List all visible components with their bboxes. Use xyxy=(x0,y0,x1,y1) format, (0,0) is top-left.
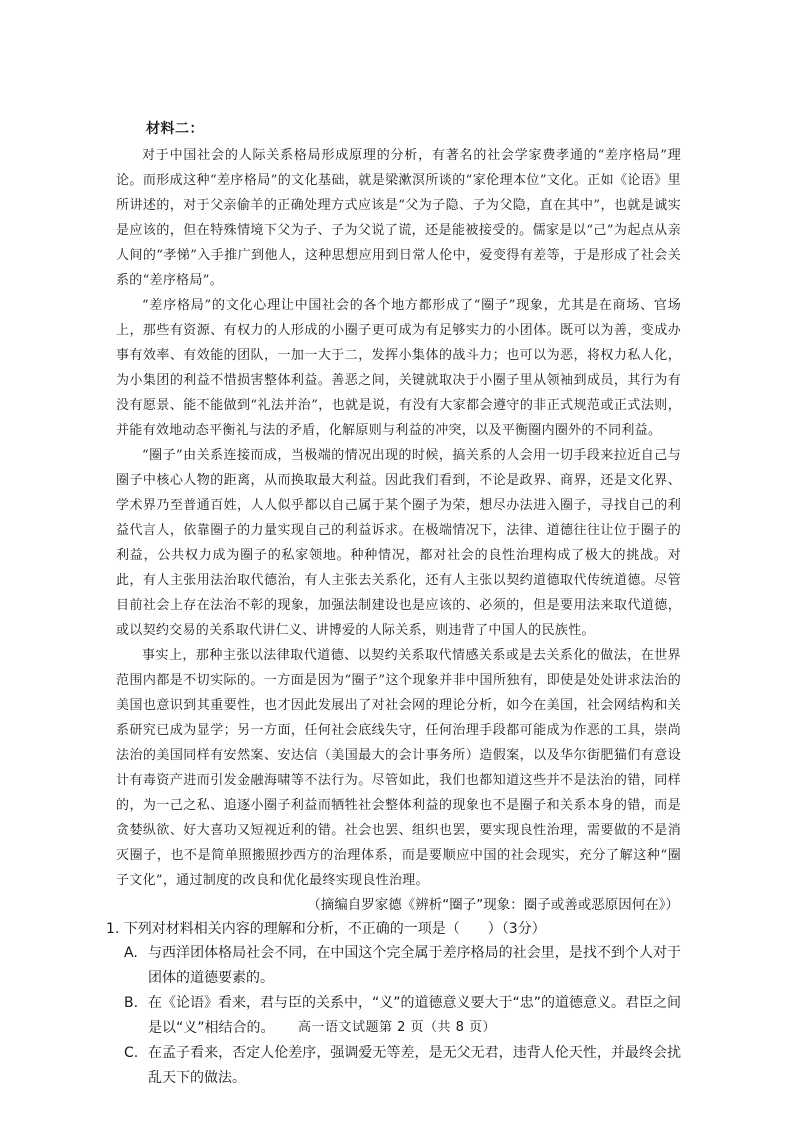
paragraph-4: 事实上，那种主张以法律取代道德、以契约关系取代情感关系或是去关系化的做法，在世界范围内都是不切实际的。一方面是因为“圈子”这个现象并非中国所独有，即使是处处讲求法治的美国也意识到其重要性，也才因此发展出了对社会网的理论分析，如今在美国，社会网结构和关系研究已成为显学；另一方面，任何社会底线失守，任何治理手段都可能成为作恶的工具，崇尚法治的美国同样有安然案、安达信（美国最大的会计事务所）造假案，以及华尔街肥猫们有意设计有毒资产进而引发金融海啸等不法行为。尽管如此，我们也都知道这些并不是法治的错，同样的，为一己之私、追逐小圈子利益而牺牲社会整体利益的现象也不是圈子和关系本身的错，而是贪婪纵欲、好大喜功又短视近利的错。社会也罢、组织也罢，要实现良性治理，需要做的不是消灭圈子，也不是简单照搬照抄西方的治理体系，而是要顺应中国的社会现实，充分了解这种“圈子文化”，通过制度的改良和优化最终实现良性治理。 xyxy=(116,648,681,888)
option-letter: B. xyxy=(124,995,139,1011)
question-stem: 下列对材料相关内容的理解和分析，不正确的一项是（ ）（3分） xyxy=(123,921,546,937)
option-letter: C. xyxy=(124,1045,139,1061)
paragraph-1: 对于中国社会的人际关系格局形成原理的分析，有著名的社会学家费孝通的“差序格局”理论。而形成这种“差序格局”的文化基础，就是梁漱溟所谈的“家伦理本位”文化。正如《论语》里所讲述的，对于父亲偷羊的正确处理方式应该是“父为子隐、子为父隐，直在其中”，也就是诚实是应该的，但在特殊情境下父为子、子为父说了谎，还是能被接受的。儒家是以“己”为起点从亲人间的“孝悌”入手推广到他人，这种思想应用到日常人伦中，爱变得有差等，于是形成了社会关系的“差序格局”。 xyxy=(116,148,681,288)
paragraph-3: “圈子”由关系连接而成，当极端的情况出现的时候，搞关系的人会用一切手段来拉近自己与圈子中核心人物的距离，从而换取最大利益。因此我们看到，不论是政界、商界，还是文化界、学术界乃至普通百姓，人人似乎都以自己属于某个圈子为荣，想尽办法进入圈子，寻找自己的利益代言人，依靠圈子的力量实现自己的利益诉求。在极端情况下，法律、道德往往让位于圈子的利益，公共权力成为圈子的私家领地。种种情况，都对社会的良性治理构成了极大的挑战。对此，有人主张用法治取代德治，有人主张去关系化，还有人主张以契约道德取代传统道德。尽管目前社会上存在法治不彰的现象，加强法制建设也是应该的、必须的，但是要用法来取代道德，或以契约交易的关系取代讲仁义、讲博爱的人际关系，则违背了中国人的民族性。 xyxy=(116,448,681,638)
exam-page xyxy=(106,118,682,1091)
question-number: 1. xyxy=(106,921,120,937)
question-1 xyxy=(106,917,681,941)
option-text: 在孟子看来，否定人伦差序，强调爱无等差，是无父无君，违背人伦天性，并最终会扰乱天下的做法。 xyxy=(148,1045,681,1086)
option-text: 与西洋团体格局社会不同，在中国这个完全属于差序格局的社会里，是找不到个人对于团体的道德要素的。 xyxy=(148,945,681,986)
section-title: 材料二： xyxy=(146,121,204,137)
page-footer: 高一语文试题第 2 页（共 8 页） xyxy=(297,1020,497,1035)
paragraph-2: “差序格局”的文化心理让中国社会的各个地方都形成了“圈子”现象，尤其是在商场、官场上，那些有资源、有权力的人形成的小圈子更可成为有足够实力的小团体。既可以为善，变成办事有效率、有效能的团队，一加一大于二，发挥小集体的战斗力；也可以为恶，将权力私人化，为小集团的利益不惜损害整体利益。善恶之间，关键就取决于小圈子里从领袖到成员，其行为有没有愿景、能不能做到“礼法并治”，也就是说，有没有大家都会遵守的非正式规范或正式法则，并能有效地动态平衡礼与法的矛盾，化解原则与利益的冲突，以及平衡圈内圈外的不同利益。 xyxy=(116,298,681,438)
source-citation: （摘编自罗家德《辨析“圈子”现象：圈子或善或恶原因何在》） xyxy=(307,897,679,913)
option-text: 在《论语》看来，君与臣的关系中，“义”的道德意义要大于“忠”的道德意义。君臣之间是以“义”相结合的。 xyxy=(148,995,682,1036)
option-a xyxy=(124,941,681,991)
option-c xyxy=(124,1041,681,1091)
option-letter: A. xyxy=(124,945,138,961)
